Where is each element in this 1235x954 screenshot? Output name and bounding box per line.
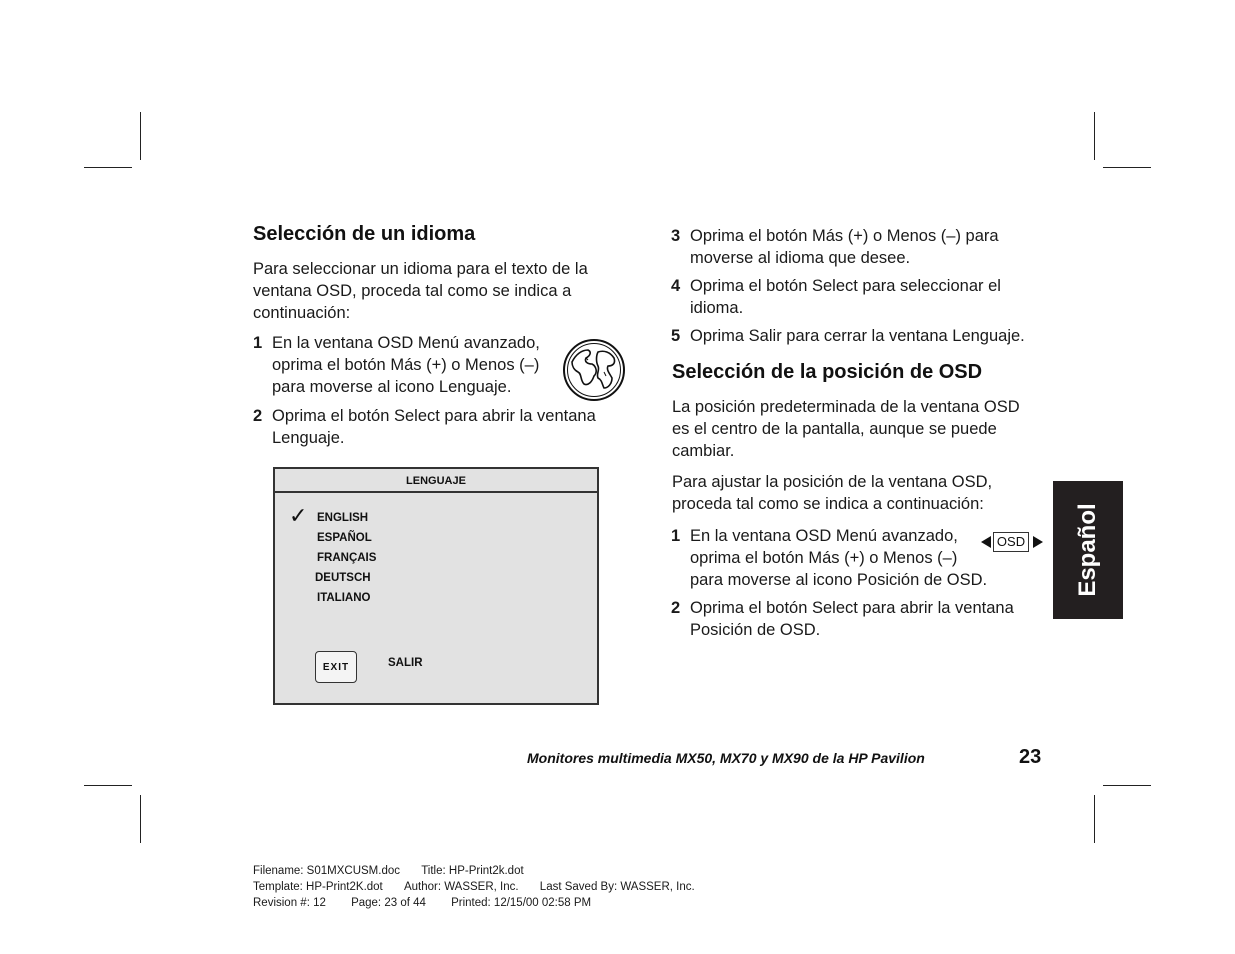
step-line: Lenguaje. (272, 429, 345, 447)
paragraph-line: proceda tal como se indica a continuación: (672, 495, 984, 513)
doc-meta-line-3 (253, 895, 591, 911)
step-line: oprima el botón Más (+) o Menos (–) (272, 356, 540, 374)
meta-author: Author: WASSER, Inc. (403, 881, 519, 893)
step-number: 2 (253, 407, 263, 425)
paragraph-line: La posición predeterminada de la ventana OSD (672, 398, 1020, 416)
step-line: En la ventana OSD Menú avanzado, (690, 527, 958, 545)
osd-position-icon (981, 531, 1045, 553)
step-4-language (671, 275, 1051, 319)
intro-line: ventana OSD, proceda tal como se indica a (253, 282, 572, 300)
crop-mark (1103, 785, 1151, 786)
paragraph-line: Para ajustar la posición de la ventana OSD, (672, 473, 993, 491)
step-line: Posición de OSD. (690, 621, 821, 639)
meta-page: Page: 23 of 44 (351, 897, 426, 909)
paragraph-line: cambiar. (672, 442, 735, 460)
step-1-language (253, 332, 553, 398)
meta-template: Template: HP-Print2K.dot (253, 881, 383, 893)
paragraph-line: es el centro de la pantalla, aunque se puede (672, 420, 997, 438)
step-1-osd-position (671, 525, 1011, 591)
step-2-language (253, 405, 623, 449)
language-option-francais[interactable]: FRANÇAIS (317, 552, 377, 564)
footer-title: Monitores multimedia MX50, MX70 y MX90 de la HP Pavilion (527, 750, 925, 766)
side-tab-label: Español (1074, 503, 1101, 597)
osd-window-title: LENGUAJE (275, 469, 597, 493)
crop-mark (1094, 112, 1095, 160)
page-number: 23 (1019, 746, 1042, 768)
meta-filename: Filename: S01MXCUSM.doc (253, 865, 400, 877)
step-number: 3 (671, 227, 681, 245)
meta-saved-by: Last Saved By: WASSER, Inc. (539, 881, 695, 893)
step-line: oprima el botón Más (+) o Menos (–) (690, 549, 958, 567)
osd-adjust-paragraph (672, 471, 992, 515)
language-option-espanol[interactable]: ESPAÑOL (317, 532, 372, 544)
meta-revision: Revision #: 12 (253, 897, 326, 909)
step-5-language (671, 325, 1051, 347)
osd-language-window (273, 467, 599, 705)
step-line: moverse al idioma que desee. (690, 249, 911, 267)
step-line: Oprima el botón Select para seleccionar el (690, 277, 1001, 295)
step-line: Oprima el botón Más (+) o Menos (–) para (690, 227, 999, 245)
osd-box: OSD (993, 532, 1029, 552)
arrow-right-icon (1033, 536, 1043, 548)
language-option-italiano[interactable]: ITALIANO (317, 592, 371, 604)
step-line: Oprima el botón Select para abrir la ventana (272, 407, 596, 425)
crop-mark (1094, 795, 1095, 843)
crop-mark (84, 167, 132, 168)
step-line: para moverse al icono Posición de OSD. (690, 571, 988, 589)
step-number: 5 (671, 327, 681, 345)
step-line: En la ventana OSD Menú avanzado, (272, 334, 540, 352)
intro-line: Para seleccionar un idioma para el texto de la (253, 260, 588, 278)
doc-meta-line-1 (253, 863, 524, 879)
section-heading-language: Selección de un idioma (253, 223, 476, 245)
meta-printed: Printed: 12/15/00 02:58 PM (451, 897, 592, 909)
step-number: 2 (671, 599, 681, 617)
crop-mark (84, 785, 132, 786)
step-number: 4 (671, 277, 681, 295)
intro-paragraph (253, 258, 588, 324)
step-3-language (671, 225, 1051, 269)
globe-icon (562, 338, 626, 402)
step-line: para moverse al icono Lenguaje. (272, 378, 512, 396)
step-number: 1 (253, 334, 263, 352)
exit-button[interactable]: EXIT (315, 651, 357, 683)
exit-label: SALIR (388, 657, 423, 669)
crop-mark (140, 112, 141, 160)
step-line: Oprima Salir para cerrar la ventana Lenguaje. (690, 327, 1025, 345)
crop-mark (140, 795, 141, 843)
doc-meta-line-2 (253, 879, 695, 895)
crop-mark (1103, 167, 1151, 168)
language-side-tab (1053, 481, 1123, 619)
intro-line: continuación: (253, 304, 351, 322)
step-number: 1 (671, 527, 681, 545)
step-line: Oprima el botón Select para abrir la ventana (690, 599, 1014, 617)
step-line: idioma. (690, 299, 744, 317)
meta-title: Title: HP-Print2k.dot (421, 865, 524, 877)
step-2-osd-position (671, 597, 1051, 641)
arrow-left-icon (981, 536, 991, 548)
language-option-english[interactable]: ENGLISH (317, 512, 369, 524)
osd-position-paragraph (672, 396, 1020, 462)
section-heading-osd-position: Selección de la posición de OSD (672, 361, 983, 383)
language-option-deutsch[interactable]: DEUTSCH (315, 572, 371, 584)
checkmark-icon: ✓ (289, 503, 308, 528)
